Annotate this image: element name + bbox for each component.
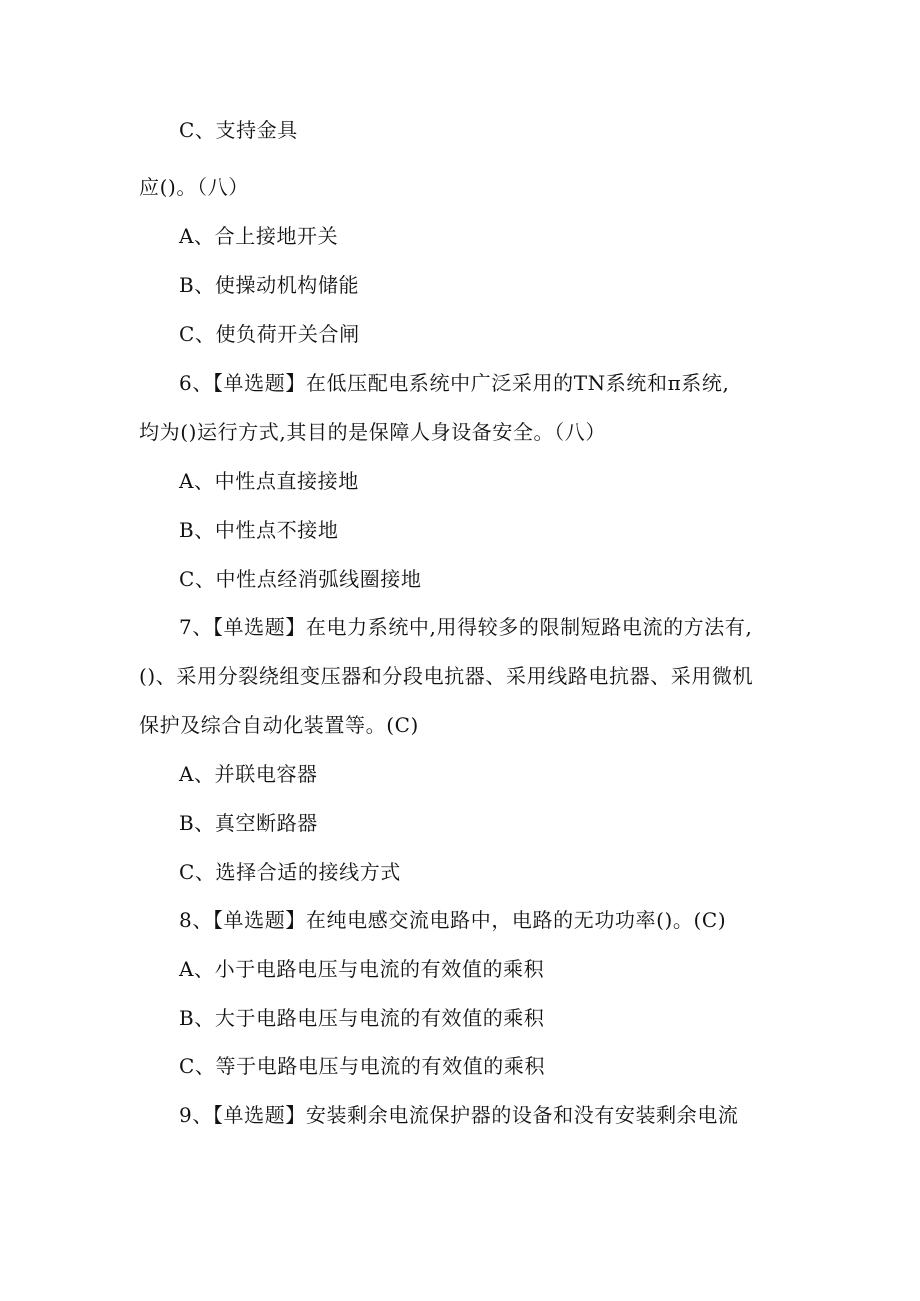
question-7-line-3: 保护及综合自动化装置等。(C)	[139, 713, 419, 737]
option-c: C、中性点经消弧线圈接地	[179, 567, 422, 591]
option-a: A、小于电路电压与电流的有效值的乘积	[179, 957, 545, 981]
option-c: C、使负荷开关合闸	[179, 322, 360, 346]
option-b: B、使操动机构储能	[179, 273, 360, 297]
option-b: B、大于电路电压与电流的有效值的乘积	[179, 1006, 545, 1030]
question-6-line-1: 6、【单选题】在低压配电系统中广泛采用的TN系统和π系统,	[179, 371, 730, 395]
option-c: C、等于电路电压与电流的有效值的乘积	[179, 1054, 546, 1078]
option-a: A、合上接地开关	[179, 224, 339, 248]
question-5-continuation: 应()。（八）	[139, 175, 249, 199]
option-a: A、并联电容器	[179, 762, 318, 786]
option-b: B、真空断路器	[179, 811, 318, 835]
question-7-line-2: ()、采用分裂绕组变压器和分段电抗器、采用线路电抗器、采用微机	[139, 664, 754, 688]
option-c: C、选择合适的接线方式	[179, 860, 401, 884]
question-6-line-2: 均为()运行方式,其目的是保障人身设备安全。（八）	[139, 420, 606, 444]
question-7-line-1: 7、【单选题】在电力系统中,用得较多的限制短路电流的方法有,	[179, 615, 753, 639]
option-a: A、中性点直接接地	[179, 469, 359, 493]
option-c-support-fittings: C、支持金具	[179, 118, 298, 142]
question-8: 8、【单选题】在纯电感交流电路中，电路的无功功率()。(C)	[179, 908, 727, 932]
option-b: B、中性点不接地	[179, 518, 339, 542]
question-9-line-1: 9、【单选题】安装剩余电流保护器的设备和没有安装剩余电流	[179, 1103, 739, 1127]
